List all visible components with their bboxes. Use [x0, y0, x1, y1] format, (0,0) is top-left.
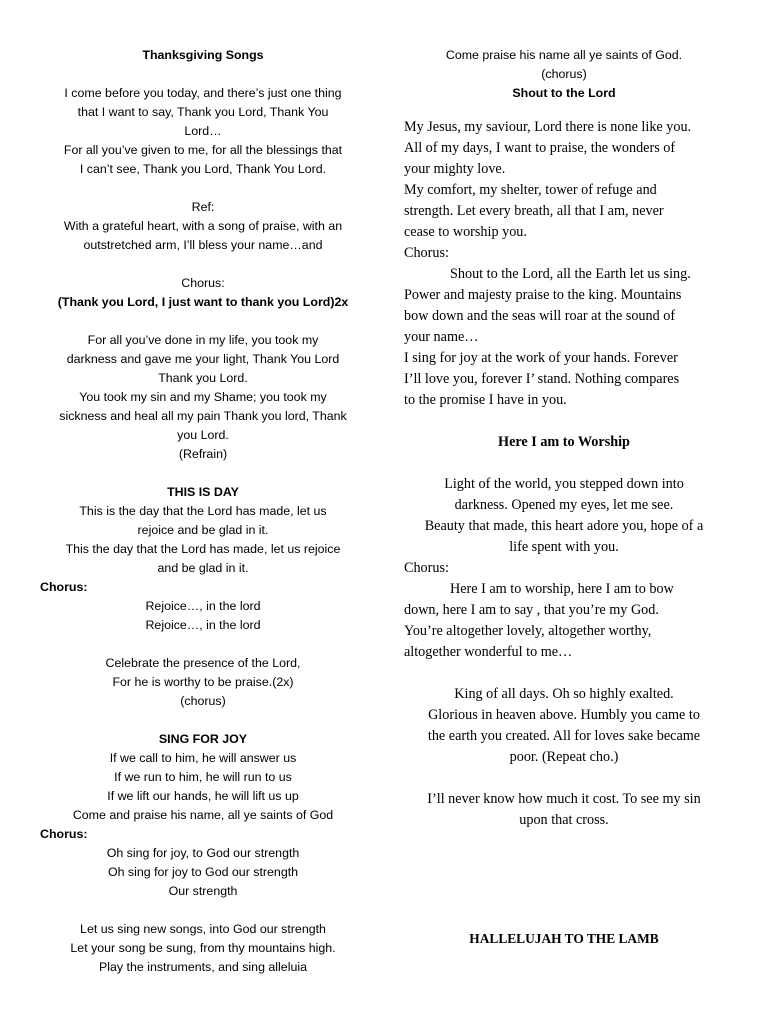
song5-verse2-line: Glorious in heaven above. Humbly you came to — [428, 707, 700, 723]
song1-ref-line: With a grateful heart, with a song of praise, with an — [63, 219, 343, 233]
song5-verse1-line: Beauty that made, this heart adore you, hope of a — [424, 518, 704, 534]
song4-chorus-line: your name… — [404, 329, 479, 345]
song5-chorus-label: Chorus: — [404, 560, 449, 576]
song3-chorus-line: Our strength — [168, 884, 238, 898]
song5-chorus-line: Here I am to worship, here I am to bow — [450, 581, 674, 597]
song3-verse2-line: Let your song be sung, from thy mountains high. — [70, 941, 336, 955]
song1-verse2-line: darkness and gave me your light, Thank You Lord — [66, 352, 340, 366]
song1-verse2-line: You took my sin and my Shame; you took my — [79, 390, 327, 404]
title-thanksgiving-songs: Thanksgiving Songs — [142, 48, 264, 62]
song4-verse1-line: All of my days, I want to praise, the wonders of — [404, 140, 676, 156]
title-here-i-am-to-worship: Here I am to Worship — [498, 434, 630, 450]
song5-verse3-line: I’ll never know how much it cost. To see my sin — [427, 791, 701, 807]
song3-verse2-line: Play the instruments, and sing alleluia — [98, 960, 307, 974]
song1-verse2-line: you Lord. — [177, 428, 229, 442]
song1-verse2-line: For all you’ve done in my life, you took my — [87, 333, 319, 347]
song3-chorus-label: Chorus: — [40, 827, 88, 841]
song1-chorus-line: (Thank you Lord, I just want to thank you Lord)2x — [57, 295, 349, 309]
song1-verse1-line: For all you’ve given to me, for all the blessings that — [63, 143, 343, 157]
song5-chorus-line: altogether wonderful to me… — [404, 644, 573, 660]
song4-chorus-line: I’ll love you, forever I’ stand. Nothing compares — [404, 371, 680, 387]
right-column — [404, 46, 724, 831]
song4-verse1-line: your mighty love. — [404, 161, 506, 177]
left-column — [40, 46, 366, 977]
title-shout-to-the-lord: Shout to the Lord — [512, 86, 616, 100]
song5-verse1-line: life spent with you. — [509, 539, 619, 555]
song3-verse-line: If we run to him, he will run to us — [114, 770, 292, 784]
song5-verse3-line: upon that cross. — [519, 812, 609, 828]
song5-verse1-line: Light of the world, you stepped down into — [444, 476, 684, 492]
song5-verse2-line: King of all days. Oh so highly exalted. — [454, 686, 674, 702]
song1-verse1-line: I can’t see, Thank you Lord, Thank You Lord. — [79, 162, 327, 176]
song4-chorus-label: Chorus: — [404, 245, 449, 261]
song4-chorus-line: to the promise I have in you. — [404, 392, 567, 408]
song1-ref-line: outstretched arm, I’ll bless your name…and — [83, 238, 323, 252]
song4-verse1-line: strength. Let every breath, all that I am, never — [404, 203, 664, 219]
song2-chorus-line: Rejoice…, in the lord — [145, 599, 261, 613]
song2-verse-line: and be glad in it. — [157, 561, 249, 575]
song2-chorus-line: Rejoice…, in the lord — [145, 618, 261, 632]
song1-verse1-line: I come before you today, and there’s just one thing — [64, 86, 342, 100]
song1-verse1-line: Lord… — [184, 124, 222, 138]
song5-verse1-line: darkness. Opened my eyes, let me see. — [454, 497, 674, 513]
song1-ref-label: Ref: — [191, 200, 215, 214]
song3-chorus-line: Oh sing for joy, to God our strength — [106, 846, 300, 860]
song4-verse1-line: My Jesus, my saviour, Lord there is none like you. — [404, 119, 692, 135]
song5-verse2-line: poor. (Repeat cho.) — [509, 749, 619, 765]
sing-for-joy-continued: Come praise his name all ye saints of God. — [445, 48, 683, 62]
title-hallelujah-to-the-lamb: HALLELUJAH TO THE LAMB — [469, 931, 659, 946]
song2-verse2-line: (chorus) — [180, 694, 226, 708]
song1-verse2-line: (Refrain) — [178, 447, 228, 461]
song4-chorus-line: I sing for joy at the work of your hands. Forever — [404, 350, 678, 366]
song3-verse-line: If we call to him, he will answer us — [109, 751, 297, 765]
song4-chorus-line: Shout to the Lord, all the Earth let us sing. — [450, 266, 691, 282]
title-sing-for-joy: SING FOR JOY — [158, 732, 248, 746]
song5-chorus-line: down, here I am to say , that you’re my God. — [404, 602, 659, 618]
song1-verse1-line: that I want to say, Thank you Lord, Thank You — [77, 105, 329, 119]
song4-chorus-line: Power and majesty praise to the king. Mountains — [404, 287, 682, 303]
title-this-is-day: THIS IS DAY — [167, 485, 239, 499]
song3-verse2-line: Let us sing new songs, into God our strength — [80, 922, 326, 936]
song2-verse-line: This the day that the Lord has made, let us rejoice — [65, 542, 341, 556]
song1-chorus-label: Chorus: — [181, 276, 225, 290]
song1-verse2-line: sickness and heal all my pain Thank you lord, Thank — [59, 409, 347, 423]
song2-verse-line: This is the day that the Lord has made, let us — [79, 504, 327, 518]
song2-verse2-line: Celebrate the presence of the Lord, — [105, 656, 301, 670]
song3-verse-line: Come and praise his name, all ye saints of God — [72, 808, 334, 822]
song1-verse2-line: Thank you Lord. — [158, 371, 248, 385]
song2-verse-line: rejoice and be glad in it. — [137, 523, 269, 537]
sing-for-joy-continued: (chorus) — [541, 67, 587, 81]
song5-chorus-line: You’re altogether lovely, altogether worthy, — [404, 623, 652, 639]
song2-verse2-line: For he is worthy to be praise.(2x) — [112, 675, 294, 689]
song4-verse1-line: My comfort, my shelter, tower of refuge and — [404, 182, 657, 198]
hallelujah-title-block — [404, 928, 724, 949]
song2-chorus-label: Chorus: — [40, 580, 88, 594]
song3-verse-line: If we lift our hands, he will lift us up — [107, 789, 299, 803]
song4-chorus-line: bow down and the seas will roar at the sound of — [404, 308, 676, 324]
song5-verse2-line: the earth you created. All for loves sake became — [427, 728, 701, 744]
song3-chorus-line: Oh sing for joy to God our strength — [107, 865, 299, 879]
song4-verse1-line: cease to worship you. — [404, 224, 527, 240]
